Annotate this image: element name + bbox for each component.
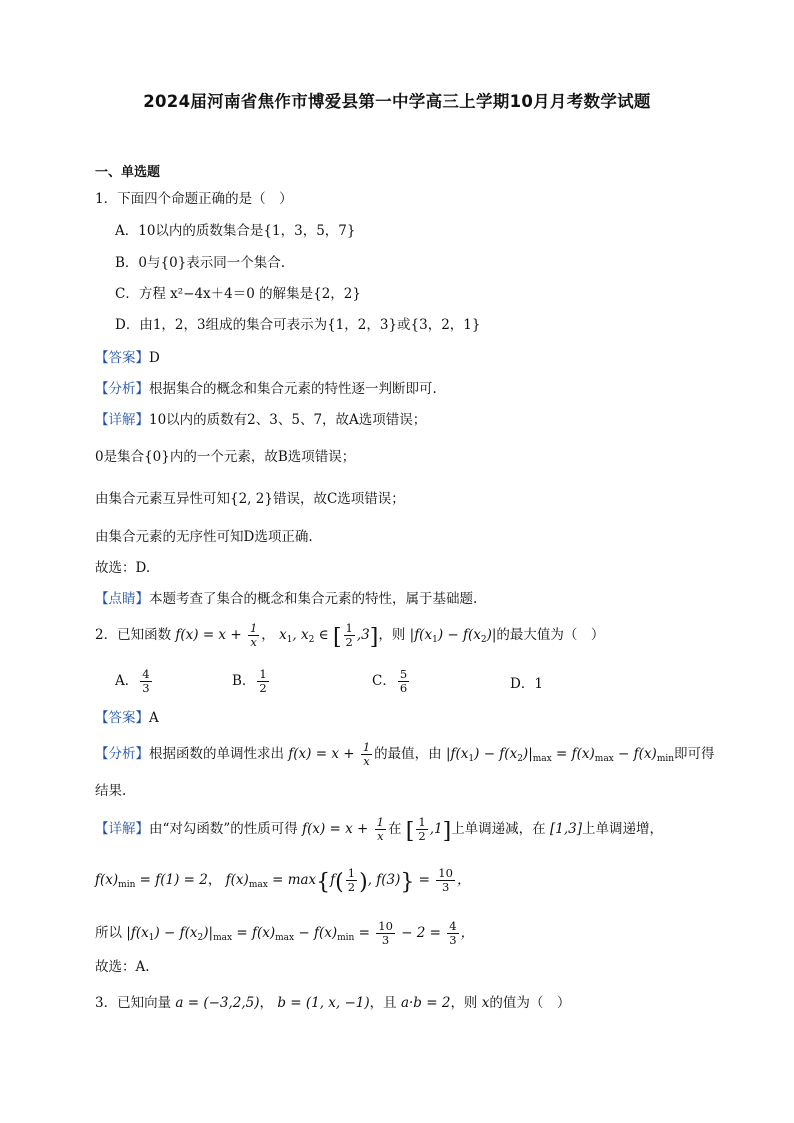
formula: $x_1$, $x_2$ ∈ [ $\frac{1}{2}$ ,3] xyxy=(279,621,379,650)
option-label: A． xyxy=(115,673,139,689)
question-1-comment xyxy=(95,589,477,609)
stem-text: 3．已知向量 xyxy=(95,995,172,1011)
option-numerator: 5 xyxy=(399,667,408,681)
formula: f(x) = x + $\frac{1}{x}$ xyxy=(288,740,371,768)
question-2-detail xyxy=(95,816,663,843)
question-2-conclusion: 故选：A. xyxy=(95,959,150,975)
stem-text: ， xyxy=(259,995,274,1011)
answer-tag: 【答案】 xyxy=(95,350,149,366)
detail-text: 上单调递减，在 xyxy=(451,821,546,837)
stem-text: ，且 xyxy=(369,995,397,1011)
question-2-option-b xyxy=(232,668,271,695)
section-heading: 一、单选题 xyxy=(95,165,161,180)
question-2-option-c xyxy=(372,668,411,695)
stem-text: 的值为（ ） xyxy=(489,995,571,1011)
detail-text: 在 xyxy=(387,821,402,837)
formula: [1,3] xyxy=(549,821,582,837)
question-1-analysis xyxy=(95,379,437,399)
analysis-tag: 【分析】 xyxy=(95,381,149,397)
detail-formula-line xyxy=(95,920,474,948)
question-2-option-a xyxy=(115,668,154,695)
detail-line: 10以内的质数有2、3、5、7，故A选项错误； xyxy=(149,412,427,428)
detail-line: 由集合元素的无序性可知D选项正确. xyxy=(95,529,313,545)
question-3-stem xyxy=(95,993,570,1013)
formula: f(x) = x + $\frac{1}{x}$ xyxy=(302,815,384,843)
question-2-stem xyxy=(95,622,604,650)
formula: $|f(x_1) - f(x_2)|_{max} = f(x)_{max} - f(x)_{min}$ xyxy=(445,746,675,764)
option-denominator: 2 xyxy=(259,681,267,695)
formula: $|f(x_1) - f(x_2)|_{max} = f(x)_{max} - f(x)_{min}$ = $\frac{10}{3}$ − 2 = $\frac{4}{3}$ ， xyxy=(126,919,475,947)
formula: a = (−3,2,5) xyxy=(175,995,260,1011)
stem-text: ，则 xyxy=(378,627,406,643)
question-1-option-a: A．10以内的质数集合是{1，3，5，7} xyxy=(115,223,356,239)
option-label: B． xyxy=(232,673,256,689)
option-numerator: 4 xyxy=(142,667,150,681)
formula: $|f(x_1) - f(x_2)|$ xyxy=(409,627,497,645)
formula: [ $\frac{1}{2}$ ,1] xyxy=(405,815,452,844)
detail-line: 故选：D. xyxy=(95,560,151,576)
question-1-detail xyxy=(95,410,426,430)
option-value: 1 xyxy=(534,676,543,692)
formula: a·b = 2 xyxy=(400,995,451,1011)
option-label: D． xyxy=(510,676,535,692)
analysis-continuation: 结果. xyxy=(95,783,127,799)
detail-tag: 【详解】 xyxy=(95,412,149,428)
question-1-option-d: D．由1，2，3组成的集合可表示为{1，2，3}或{3，2，1} xyxy=(115,317,481,333)
question-2-answer xyxy=(95,708,159,728)
analysis-text: 即可得 xyxy=(674,746,715,762)
detail-text: 由“对勾函数”的性质可得 xyxy=(149,821,298,837)
comment-tag: 【点睛】 xyxy=(95,591,149,607)
question-1-answer xyxy=(95,348,160,368)
formula: f(x) = x + $\frac{1}{x}$ xyxy=(175,621,258,649)
detail-tag: 【详解】 xyxy=(95,821,149,837)
answer-value: D xyxy=(149,350,160,366)
page-title: 2024届河南省焦作市博爱县第一中学高三上学期10月月考数学试题 xyxy=(143,92,651,111)
comment-text: 本题考查了集合的概念和集合元素的特性，属于基础题. xyxy=(149,591,478,607)
analysis-text: 的最值，由 xyxy=(374,746,442,762)
detail-text: 所以 xyxy=(95,925,122,941)
analysis-tag: 【分析】 xyxy=(95,746,149,762)
formula: $f(x)_{min} = f(1) = 2$ xyxy=(95,872,208,890)
detail-line: 由集合元素互异性可知{2, 2}错误，故C选项错误； xyxy=(95,491,405,507)
question-1-stem: 1．下面四个命题正确的是（ ） xyxy=(95,191,293,207)
analysis-text: 根据集合的概念和集合元素的特性逐一判断即可. xyxy=(149,381,437,397)
analysis-text: 根据函数的单调性求出 xyxy=(149,746,284,762)
option-label: C． xyxy=(372,673,396,689)
question-2-option-d xyxy=(510,672,543,692)
answer-tag: 【答案】 xyxy=(95,710,149,726)
formula: x xyxy=(481,995,490,1011)
stem-text: 的最大值为（ ） xyxy=(496,627,605,643)
detail-text: 上单调递增， xyxy=(582,821,663,837)
stem-text: ， xyxy=(261,627,275,643)
stem-text: ，则 xyxy=(450,995,478,1011)
option-denominator: 3 xyxy=(142,681,150,695)
option-numerator: 1 xyxy=(259,667,267,681)
stem-text: 2．已知函数 xyxy=(95,627,172,643)
detail-line: 0是集合{0}内的一个元素，故B选项错误； xyxy=(95,449,356,465)
question-2-analysis xyxy=(95,741,715,769)
formula: b = (1, x, −1) xyxy=(277,995,370,1011)
question-1-option-b: B．0与{0}表示同一个集合. xyxy=(115,255,286,271)
separator: ， xyxy=(207,872,222,888)
formula: $f(x)_{max} = \max\{f$( $\frac{1}{2}$ ), f(3)} = $\frac{10}{3}$ ， xyxy=(225,866,471,895)
question-1-option-c: C．方程 x²−4x＋4＝0 的解集是{2，2} xyxy=(115,286,361,302)
option-denominator: 6 xyxy=(399,681,408,695)
answer-value: A xyxy=(149,710,159,726)
detail-formula-line xyxy=(95,867,470,895)
